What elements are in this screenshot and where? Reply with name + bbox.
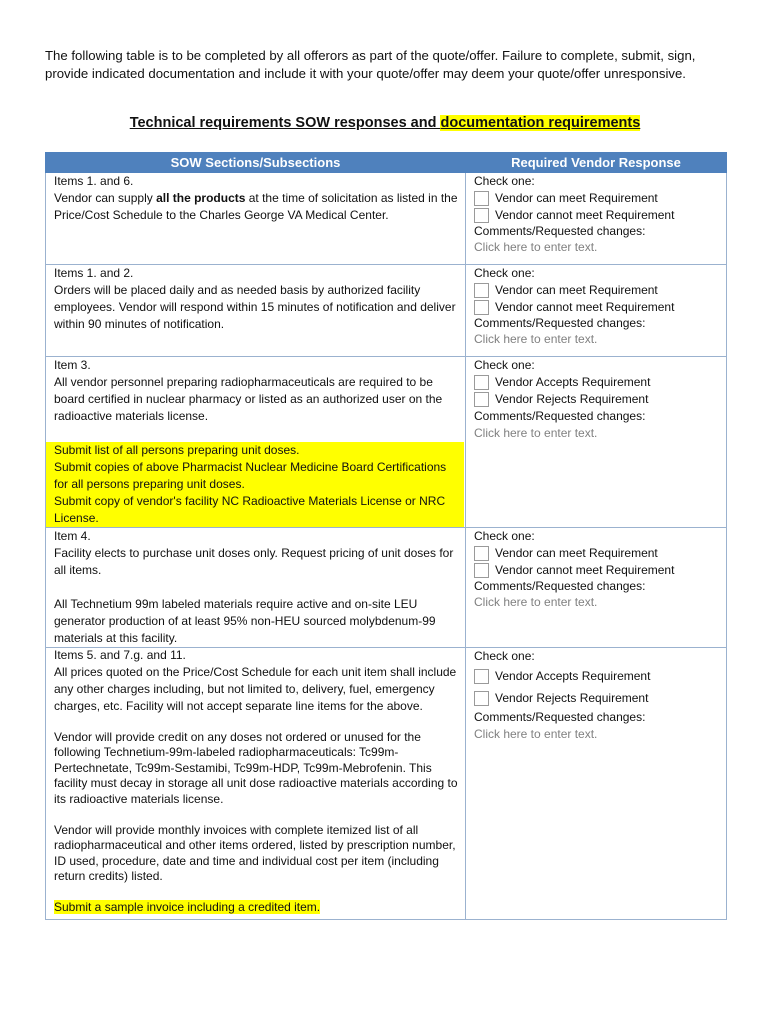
- highlight-line: Submit copies of above Pharmacist Nuclear Medicine Board Certifications for all persons preparing unit doses.: [54, 460, 447, 491]
- item-text: Orders will be placed daily and as needed basis by authorized facility employees. Vendor will respond within 15 minutes of notification and deliver within 90 minutes of notification.: [54, 283, 456, 331]
- comments-label: Comments/Requested changes:: [474, 409, 646, 423]
- option-label: Vendor can meet Requirement: [495, 191, 658, 205]
- title-part-1: Technical requirements SOW responses and: [129, 115, 441, 131]
- option-meet: [474, 545, 719, 562]
- checkbox-cannot[interactable]: [474, 300, 489, 315]
- comments-input[interactable]: Click here to enter text.: [474, 727, 598, 741]
- header-sow-sections: SOW Sections/Subsections: [46, 153, 466, 173]
- option-rejects: [474, 391, 719, 408]
- table-row: [46, 265, 727, 357]
- option-cannot: [474, 562, 719, 579]
- highlight-line: Submit a sample invoice including a credited item.: [54, 899, 321, 914]
- document-title: [0, 115, 770, 131]
- option-label: Vendor Accepts Requirement: [495, 668, 651, 683]
- response-cell: [466, 357, 727, 528]
- comments-label: Comments/Requested changes:: [474, 316, 646, 330]
- item-text: Vendor will provide monthly invoices with complete itemized list of all radiopharmaceutical and other items ordered, listed by prescription number, ID used, procedure, date and time and individual cost per item (including return credits) listed.: [54, 822, 456, 884]
- check-one-label: Check one:: [474, 266, 535, 280]
- table-row: [46, 648, 727, 920]
- option-label: Vendor can meet Requirement: [495, 283, 658, 297]
- option-label: Vendor cannot meet Requirement: [495, 563, 675, 577]
- check-one-label: Check one:: [474, 358, 535, 372]
- title-part-2-highlighted: documentation requirements: [440, 115, 641, 131]
- option-label: Vendor Accepts Requirement: [495, 375, 651, 389]
- item-ref: Items 5. and 7.g. and 11.: [54, 648, 186, 662]
- item-text: Facility elects to purchase unit doses only. Request pricing of unit doses for all items.: [54, 546, 454, 577]
- table-row: [46, 357, 727, 528]
- sow-cell: [46, 357, 466, 528]
- response-cell: [466, 173, 727, 265]
- option-label: Vendor Rejects Requirement: [495, 690, 649, 705]
- response-cell: [466, 265, 727, 357]
- comments-input[interactable]: Click here to enter text.: [474, 331, 598, 346]
- documentation-highlight: [46, 442, 464, 527]
- checkbox-accepts[interactable]: [474, 375, 489, 390]
- item-text: All Technetium 99m labeled materials require active and on-site LEU generator production of at least 95% non-HEU sourced molybdenum-99 materials at this facility.: [54, 597, 436, 645]
- checkbox-cannot[interactable]: [474, 563, 489, 578]
- response-cell: [466, 528, 727, 648]
- sow-cell: [46, 173, 466, 265]
- item-ref: Item 3.: [54, 358, 91, 372]
- comments-input[interactable]: Click here to enter text.: [474, 594, 598, 609]
- item-ref: Item 4.: [54, 529, 91, 543]
- table-row: [46, 173, 727, 265]
- item-text: All vendor personnel preparing radiopharmaceuticals are required to be board certified in nuclear pharmacy or listed as an authorized user on the radioactive materials license.: [54, 375, 443, 423]
- comments-input[interactable]: Click here to enter text.: [474, 426, 598, 440]
- item-ref: Items 1. and 2.: [54, 266, 134, 280]
- bold-phrase: all the products: [156, 191, 246, 205]
- intro-paragraph: The following table is to be completed by all offerors as part of the quote/offer. Failure to complete, submit, sign, provide indicated documentation and include it with your quote/offer may deem your quote/offer unresponsive.: [45, 48, 696, 81]
- option-label: Vendor cannot meet Requirement: [495, 300, 675, 314]
- item-text: Vendor will provide credit on any doses not ordered or unused for the following Technetium-99m-labeled radiopharmaceuticals: Tc99m-Pertechnetate, Tc99m-Sestamibi, Tc99m-HDP, Tc99m-Mebrofenin. This facility must decay in storage all unit dose radioactive materials according to its radioactive materials license.: [54, 729, 458, 806]
- table-header-row: [46, 153, 727, 173]
- comments-label: Comments/Requested changes:: [474, 579, 646, 593]
- checkbox-accepts[interactable]: [474, 669, 489, 684]
- option-label: Vendor cannot meet Requirement: [495, 208, 675, 222]
- item-text: All prices quoted on the Price/Cost Schedule for each unit item shall include any other charges including, but not limited to, delivery, fuel, emergency charges, etc. Facility will not accept separate line items for the above.: [54, 664, 457, 713]
- table-row: [46, 528, 727, 648]
- checkbox-meet[interactable]: [474, 191, 489, 206]
- option-accepts: [474, 374, 719, 391]
- option-meet: [474, 282, 719, 299]
- option-rejects: [474, 687, 719, 709]
- sow-cell: [46, 528, 466, 648]
- requirements-table: [45, 152, 727, 920]
- item-text: Vendor can supply all the products at the time of solicitation as listed in the Price/Cost Schedule to the Charles George VA Medical Center.: [54, 191, 458, 222]
- sow-cell: [46, 648, 466, 920]
- header-vendor-response: Required Vendor Response: [466, 153, 727, 173]
- option-meet: [474, 190, 719, 207]
- checkbox-cannot[interactable]: [474, 208, 489, 223]
- option-cannot: [474, 299, 719, 316]
- sow-cell: [46, 265, 466, 357]
- check-one-label: Check one:: [474, 174, 535, 188]
- check-one-label: Check one:: [474, 649, 535, 663]
- comments-input[interactable]: Click here to enter text.: [474, 239, 598, 254]
- highlight-line: Submit copy of vendor's facility NC Radioactive Materials License or NRC License.: [54, 494, 446, 525]
- check-one-label: Check one:: [474, 529, 535, 543]
- item-ref: Items 1. and 6.: [54, 174, 134, 188]
- option-label: Vendor can meet Requirement: [495, 546, 658, 560]
- checkbox-meet[interactable]: [474, 546, 489, 561]
- checkbox-rejects[interactable]: [474, 392, 489, 407]
- option-label: Vendor Rejects Requirement: [495, 392, 649, 406]
- option-cannot: [474, 207, 719, 224]
- option-accepts: [474, 665, 719, 687]
- checkbox-rejects[interactable]: [474, 691, 489, 706]
- comments-label: Comments/Requested changes:: [474, 224, 646, 238]
- response-cell: [466, 648, 727, 920]
- highlight-paragraph: [54, 900, 458, 919]
- checkbox-meet[interactable]: [474, 283, 489, 298]
- highlight-line: Submit list of all persons preparing unit doses.: [54, 443, 300, 457]
- comments-label: Comments/Requested changes:: [474, 710, 646, 724]
